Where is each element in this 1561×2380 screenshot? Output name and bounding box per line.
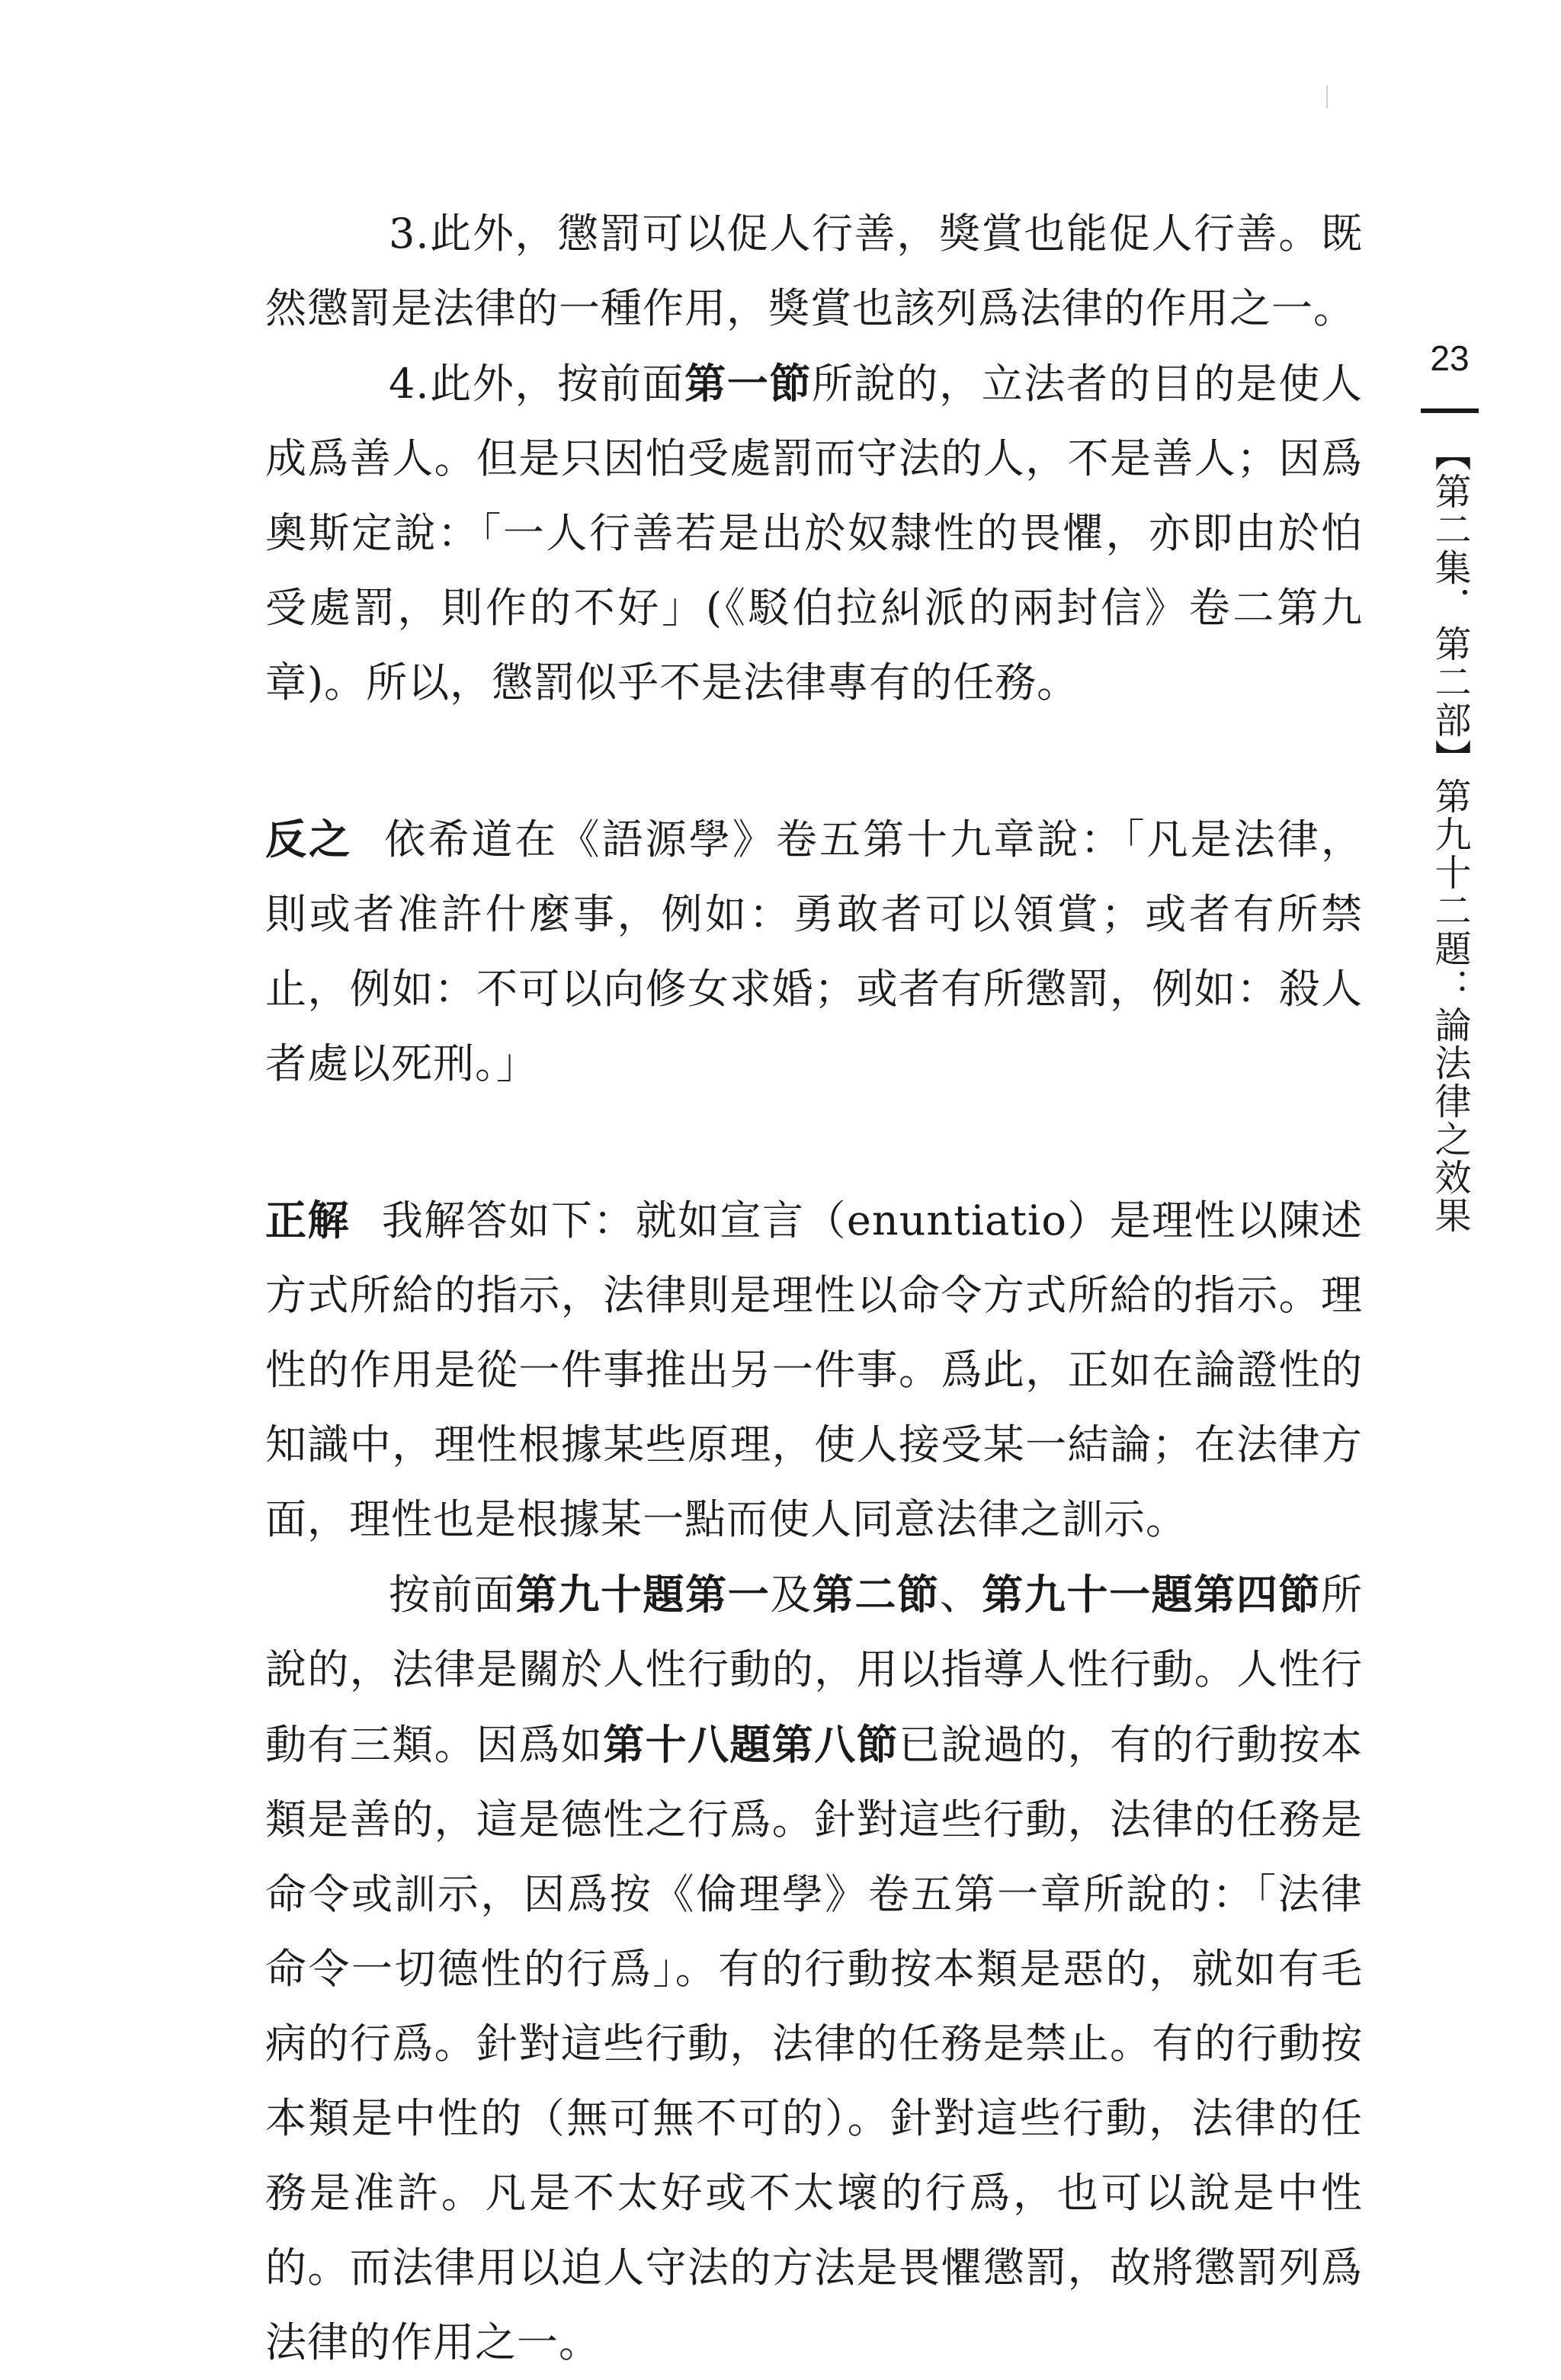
objection-4-text-rest: 所說的，立法者的目的是使人成爲善人。但是只因怕受處罰而守法的人，不是善人；因爲奧斯定說：「一人行善若是出於奴隸性的畏懼，亦即由於怕受處罰，則作的不好」(《駁伯拉糾派的兩封信》卷二第九章)。所以，懲罰似乎不是法律專有的任務。 <box>265 360 1364 706</box>
continuation-ref-3: 第九十一題第四節 <box>982 1570 1322 1619</box>
continuation-seg-4: 所說的，法律是關於人性行動的，用以指導人性行動。人性行動有三類。因爲如 <box>265 1571 1364 1769</box>
running-title: 【第二集．第二部】第九十二題：論法律之效果 <box>1428 434 1471 1235</box>
continuation-ref-1: 第九十題第一 <box>515 1570 771 1619</box>
response-text: 我解答如下：就如宣言（enuntiatio）是理性以陳述方式所給的指示，法律則是理性以命令方式所給的指示。理性的作用是從一件事推出另一件事。爲此，正如在論證性的知識中，理性根據某些原理，使人接受某一結論；在法律方面，理性也是根據某一點而使人同意法律之訓示。 <box>265 1196 1363 1543</box>
main-text <box>265 197 1363 2380</box>
margin-rule <box>1421 408 1479 413</box>
sed-contra-text: 依希道在《語源學》卷五第十九章說：「凡是法律，則或者准許什麼事，例如：勇敢者可以領賞；或者有所禁止，例如：不可以向修女求婚；或者有所懲罰，例如：殺人者處以死刑。」 <box>265 815 1364 1087</box>
continuation-ref-2: 第二節 <box>812 1570 940 1619</box>
response-continuation-paragraph <box>265 1557 1363 2380</box>
page-number: 23 <box>1430 338 1470 378</box>
response-paragraph <box>265 1184 1363 1557</box>
continuation-seg-3: 、 <box>939 1571 982 1619</box>
continuation-seg-5: 已說過的，有的行動按本類是善的，這是德性之行爲。針對這些行動，法律的任務是命令或訓示，因爲按《倫理學》卷五第一章所說的：「法律命令一切德性的行爲」。有的行動按本類是惡的，就如有毛病的行爲。針對這些行動，法律的任務是禁止。有的行動按本類是中性的（無可無不可的）。針對這些行動，法律的任務是准許。凡是不太好或不太壞的行爲，也可以說是中性的。而法律用以迫人守法的方法是畏懼懲罰，故將懲罰列爲法律的作用之一。 <box>265 1721 1364 2366</box>
objection-3-text: 3.此外，懲罰可以促人行善，獎賞也能促人行善。既然懲罰是法律的一種作用，獎賞也該列爲法律的作用之一。 <box>265 210 1363 332</box>
sed-contra-paragraph <box>265 802 1363 1101</box>
objection-4-paragraph <box>265 346 1363 720</box>
continuation-ref-4: 第十八題第八節 <box>603 1720 899 1769</box>
objection-4-section-ref: 第一節 <box>684 359 813 408</box>
objection-4-text-start: 4.此外，按前面 <box>389 360 685 408</box>
continuation-seg-2: 及 <box>770 1571 813 1619</box>
objection-3-paragraph <box>265 197 1363 346</box>
scan-mark <box>1326 85 1328 108</box>
sed-contra-label: 反之 <box>265 815 353 863</box>
continuation-seg-1: 按前面 <box>389 1571 516 1619</box>
response-label: 正解 <box>265 1196 350 1244</box>
